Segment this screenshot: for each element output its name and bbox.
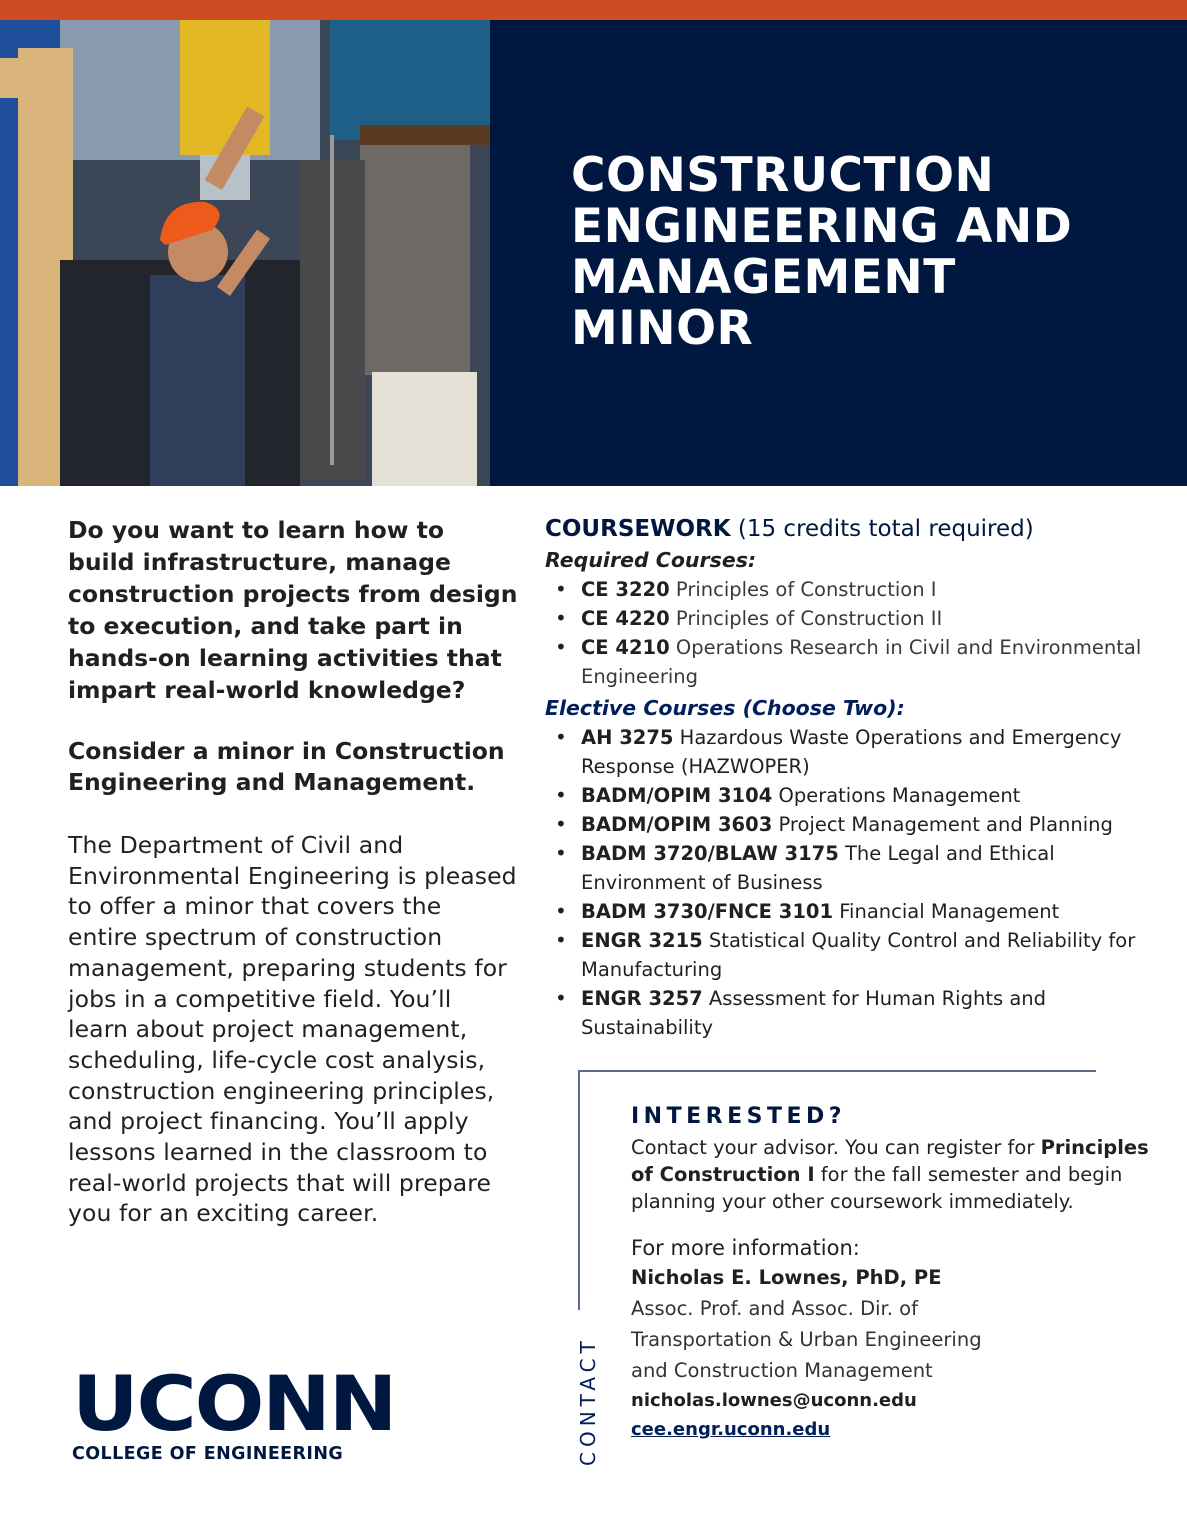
- course-code: BADM 3720/BLAW 3175: [581, 842, 839, 865]
- coursework-heading: [545, 513, 1165, 545]
- interested-body: [631, 1134, 1151, 1215]
- title-line: MINOR: [571, 301, 754, 356]
- more-info-heading: For more information:: [631, 1236, 860, 1260]
- course-title: Statistical Quality Control and Reliability for Manufacturing: [581, 929, 1136, 981]
- list-item: [555, 897, 1165, 926]
- list-item: [555, 984, 1165, 1042]
- elective-course-list: [555, 723, 1165, 1042]
- list-item: [555, 633, 1165, 691]
- contact-side-label: CONTACT: [576, 1336, 600, 1466]
- contact-email-link[interactable]: nicholas.lownes@uconn.edu: [631, 1390, 917, 1411]
- coursework-label: COURSEWORK: [545, 516, 731, 542]
- logo-wordmark: UCONN: [72, 1359, 396, 1448]
- hero-photo: [0, 20, 490, 486]
- list-item: [555, 926, 1165, 984]
- course-code: BADM 3730/FNCE 3101: [581, 900, 834, 923]
- course-title: Principles of Construction II: [669, 607, 943, 630]
- course-code: CE 4220: [581, 607, 670, 630]
- list-item: [555, 604, 1165, 633]
- course-title: Financial Management: [833, 900, 1060, 923]
- course-code: BADM/OPIM 3603: [581, 813, 773, 836]
- list-item: [555, 575, 1165, 604]
- course-title: Operations Research in Civil and Environmental Engineering: [581, 636, 1142, 688]
- interested-heading: INTERESTED?: [631, 1104, 847, 1129]
- list-item: [555, 810, 1165, 839]
- photo-illustration: [0, 20, 490, 486]
- contact-divider-horizontal: [578, 1070, 1096, 1072]
- course-code: CE 4210: [581, 636, 670, 659]
- course-title: Assessment for Human Rights and Sustainability: [581, 987, 1047, 1039]
- course-code: ENGR 3215: [581, 929, 703, 952]
- hero-banner: [0, 20, 1187, 486]
- course-code: AH 3275: [581, 726, 674, 749]
- interested-text: Contact your advisor. You can register for: [631, 1136, 1041, 1159]
- list-item: [555, 723, 1165, 781]
- course-code: ENGR 3257: [581, 987, 703, 1010]
- list-item: [555, 781, 1165, 810]
- title-line: ENGINEERING AND: [571, 199, 1073, 254]
- course-highlight: Principles of Construction I: [631, 1136, 1149, 1186]
- contact-title-line: and Construction Management: [631, 1359, 933, 1382]
- accent-bar: [0, 0, 1187, 20]
- course-code: BADM/OPIM 3104: [581, 784, 773, 807]
- intro-column: [68, 514, 518, 1229]
- list-item: [555, 839, 1165, 897]
- intro-question: Do you want to learn how to build infrastructure, manage construction projects from design to execution, and take part in hands-on learning activities that impart real-world knowledge?: [68, 516, 518, 704]
- course-title: Operations Management: [772, 784, 1021, 807]
- course-title: Principles of Construction I: [669, 578, 937, 601]
- contact-section: [631, 1100, 1151, 1444]
- contact-divider-vertical: [578, 1070, 580, 1310]
- required-courses-heading: Required Courses:: [545, 548, 757, 572]
- course-title: The Legal and Ethical Environment of Business: [581, 842, 1055, 894]
- coursework-section: [545, 513, 1165, 1042]
- page-title: [571, 150, 1151, 354]
- credits-note: (15 credits total required): [730, 516, 1034, 542]
- website-link[interactable]: cee.engr.uconn.edu: [631, 1419, 831, 1440]
- title-line: MANAGEMENT: [571, 250, 956, 305]
- intro-call-to-action: Consider a minor in Construction Engineering and Management.: [68, 737, 505, 796]
- course-title: Project Management and Planning: [772, 813, 1113, 836]
- contact-title-line: Assoc. Prof. and Assoc. Dir. of: [631, 1297, 918, 1320]
- logo-subtitle: COLLEGE OF ENGINEERING: [72, 1444, 344, 1464]
- title-line: CONSTRUCTION: [571, 148, 995, 203]
- intro-body: The Department of Civil and Environmental Engineering is pleased to offer a minor that covers the entire spectrum of construction management, preparing students for jobs in a competitive field. You’ll learn about project management, scheduling, life-cycle cost analysis, construction engineering principles, and project financing. You’ll apply lessons learned in the classroom to real-world projects that will prepare you for an exciting career.: [68, 831, 517, 1228]
- elective-courses-heading: Elective Courses (Choose Two):: [545, 696, 905, 720]
- uconn-logo: [72, 1359, 396, 1464]
- contact-title-line: Transportation & Urban Engineering: [631, 1328, 982, 1351]
- course-code: CE 3220: [581, 578, 670, 601]
- required-course-list: [555, 575, 1165, 691]
- interested-text: for the fall semester and begin planning your other coursework immediately.: [631, 1163, 1123, 1213]
- contact-name: Nicholas E. Lownes, PhD, PE: [631, 1266, 942, 1289]
- course-title: Hazardous Waste Operations and Emergency Response (HAZWOPER): [581, 726, 1122, 778]
